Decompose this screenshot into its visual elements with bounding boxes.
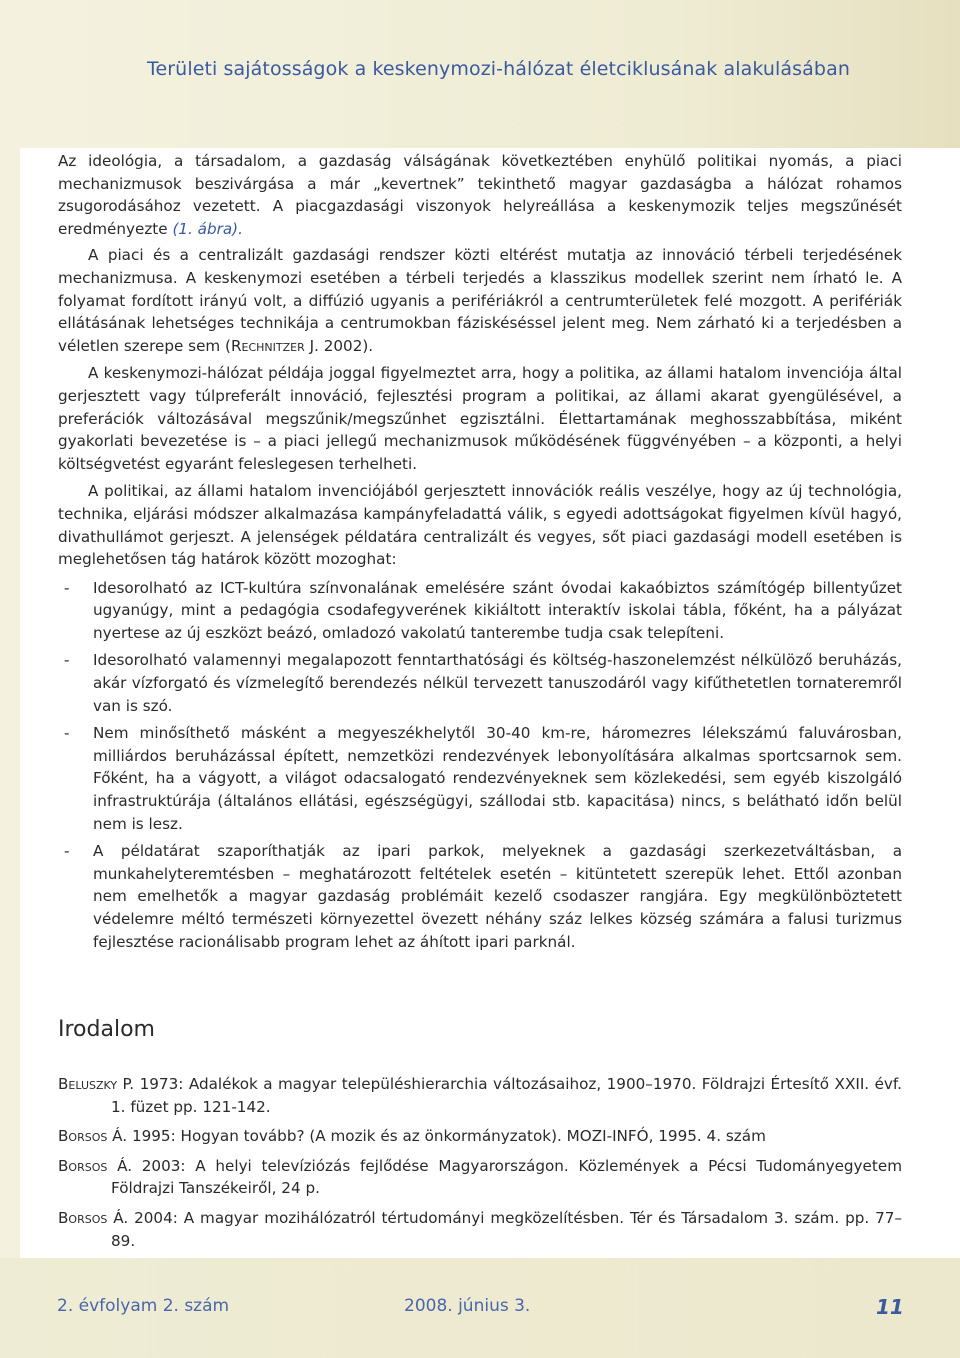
references-list	[58, 1073, 902, 1259]
example-list	[58, 577, 902, 954]
reference-text: Á. 2003: A helyi televíziózás fejlődése Magyarországon. Közlemények a Pécsi Tudományegyetem Földrajzi Tanszékeiről, 24 p.	[107, 1156, 902, 1198]
citation-author: Rechnitzer	[230, 336, 305, 355]
paragraph-1	[58, 148, 902, 240]
page-number: 11	[876, 1295, 904, 1319]
list-item-text: Idesorolható az ICT-kultúra színvonalának emelésére szánt óvodai kakaóbiztos számítógép billentyűzet ugyanúgy, mint a pedagógia csodafegyverének kikiáltott interaktív iskolai tábla, főként, ha a pályázat nyertese az új eszközt beázó, omladozó vakolatú tanterembe tudja csak telepíteni.	[93, 578, 902, 642]
list-item	[58, 722, 902, 835]
footer-date: 2008. június 3.	[404, 1296, 531, 1316]
reference-text: Á. 1995: Hogyan tovább? (A mozik és az önkormányzatok). MOZI-INFÓ, 1995. 4. szám	[107, 1127, 766, 1146]
references-heading: Irodalom	[58, 1017, 155, 1042]
list-item	[58, 577, 902, 645]
reference-text: P. 1973: Adalékok a magyar településhierarchia változásaihoz, 1900–1970. Földrajzi Értesítő XXII. évf. 1. füzet pp. 121-142.	[111, 1075, 902, 1116]
citation-year: J. 2002).	[304, 336, 374, 355]
list-item-text: Nem minősíthető másként a megyeszékhelytől 30-40 km-re, háromezres lélekszámú faluvárosban, milliárdos beruházással épített, nemzetközi rendezvények lebonyolítására alkalmas sportcsarnok sem. Főként, ha a vágyott, a világot odacsalogató rendezvényeknek sem közlekedési, sem egyéb kiszolgáló infrastruktúrája (általános ellátási, egészségügyi, szállodai stb. kapacitása) nincs, s belátható időn belül nem is lesz.	[93, 724, 902, 833]
list-item	[58, 840, 902, 953]
paragraph-1-text: Az ideológia, a társadalom, a gazdaság válságának következtében enyhülő politikai nyomás, a piaci mechanizmusok beszivárgása a már „kevertnek” tekinthető magyar gazdaságba a hálózat rohamos zsugorodásához vezetett. A piacgazdasági viszonyok helyreállása a keskenymozik teljes megszűnését eredményezte	[58, 152, 902, 238]
reference-author: Borsos	[58, 1156, 108, 1175]
footer-issue: 2. évfolyam 2. szám	[57, 1296, 230, 1316]
paragraph-2	[58, 244, 902, 357]
list-dash: -	[64, 724, 70, 743]
list-item-text: A példatárat szaporíthatják az ipari parkok, melyeknek a gazdasági szerkezetváltásban, a munkahelyteremtésben – meghatározott feltételek esetén – kitüntetett szerepük lehet. Ettől azonban nem emelhetők a magyar gazdaság problémáit kezelő csodaszer rangjára. Egy megkülönböztetett védelemre méltó természeti környezettel övezett néhány száz lelkes község számára a falusi turizmus fejlesztése racionálisabb program lehet az áhított ipari parknál.	[93, 842, 902, 951]
article-body	[58, 148, 902, 958]
reference-item	[58, 1207, 902, 1252]
list-dash: -	[64, 842, 70, 861]
paragraph-3: A keskenymozi-hálózat példája joggal figyelmeztet arra, hogy a politika, az állami hatalom invenciója által gerjesztett vagy túlpreferált innováció, fejlesztési program a politikai, az állami akarat gyengülésével, a preferációk változásával megszűnik/megszűnhet egzisztálni. Élettartamának meghosszabbítása, miként gyakorlati bevezetése is – a piaci jellegű mechanizmusok működésének függvényében – a központi, a helyi költségvetést egyaránt feleslegesen terhelheti.	[58, 364, 902, 473]
paragraph-4: A politikai, az állami hatalom invenciójából gerjesztett innovációk reális veszélye, hogy az új technológia, technika, eljárási módszer alkalmazása kampányfeladattá válik, s egyedi adottságokat figyelmen kívül hagyó, divathullámot gerjeszt. A jelenségek példatára centralizált és vegyes, sőt piaci gazdasági modell esetében is meglehetősen tág határok között mozoghat:	[58, 482, 902, 569]
figure-reference: (1. ábra).	[172, 219, 243, 238]
list-dash: -	[64, 651, 70, 670]
reference-item	[58, 1125, 902, 1148]
reference-author: Beluszky	[58, 1075, 118, 1093]
reference-item	[58, 1073, 902, 1118]
reference-author: Borsos	[58, 1127, 108, 1146]
list-item	[58, 649, 902, 717]
reference-text: Á. 2004: A magyar mozihálózatról tértudományi megközelítésben. Tér és Társadalom 3. szám. pp. 77–89.	[107, 1208, 902, 1250]
paragraph-2-text: A piaci és a centralizált gazdasági rendszer közti eltérést mutatja az innováció térbeli terjedésének mechanizmusa. A keskenymozi esetében a térbeli terjedés a klasszikus modellek szerint nem írható le. A folyamat fordított irányú volt, a diffúzió ugyanis a perifériákról a centrumterületek felé mozgott. A perifériák ellátásának lehetséges technikája a centrumokban fáziskéséssel jelent meg. Nem zárható ki a terjedésben a véletlen szerepe sem (	[58, 246, 902, 355]
list-dash: -	[64, 578, 70, 597]
reference-item	[58, 1155, 902, 1200]
running-title: Területi sajátosságok a keskenymozi-hálózat életciklusának alakulásában	[147, 58, 850, 80]
reference-author: Borsos	[58, 1208, 108, 1227]
list-item-text: Idesorolható valamennyi megalapozott fenntarthatósági és költség-haszonelemzést nélkülöző beruházás, akár vízforgató és vízmelegítő berendezés nélkül tervezett tanuszodáról vagy kifűthetetlen tornateremről van is szó.	[93, 651, 902, 715]
